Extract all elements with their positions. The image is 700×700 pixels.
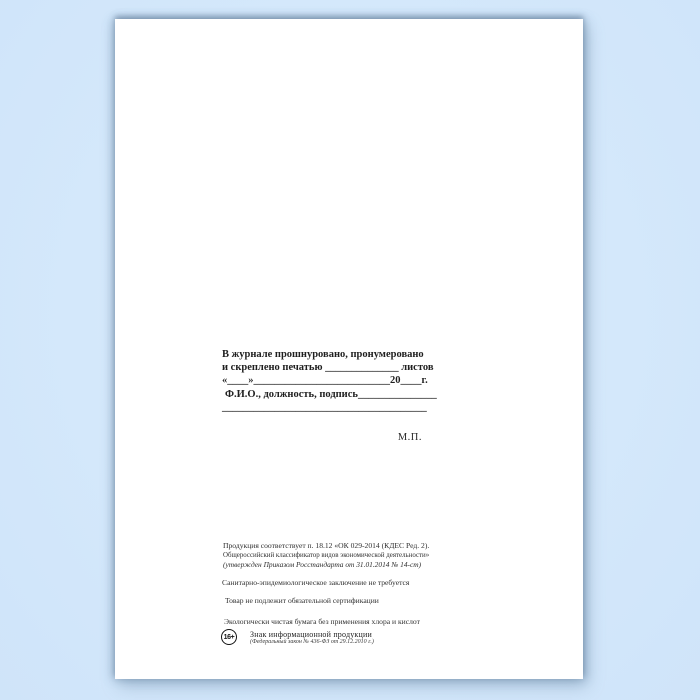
certification-note: Товар не подлежит обязательной сертификации (225, 596, 379, 605)
certification-note: Экологически чистая бумага без применения хлора и кислот (224, 617, 420, 626)
binding-statement (222, 348, 436, 444)
compliance-note (223, 541, 429, 570)
compliance-line: Продукция соответствует п. 18.12 «ОК 029-2014 (КДЕС Ред. 2). (223, 541, 430, 550)
age-rating-text (250, 629, 374, 646)
compliance-line: Общероссийский классификатор видов экономической деятельности» (223, 552, 430, 559)
seal-place-mark: М.П. (397, 432, 422, 444)
journal-back-page (115, 19, 583, 679)
age-rating-title: Знак информационной продукции (250, 630, 372, 639)
certification-note: Санитарно-эпидемиологическое заключение не требуется (222, 578, 410, 587)
signature-blank-line: _______________________________________ (222, 401, 427, 413)
binding-statement-line: В журнале прошнуровано, пронумеровано (222, 349, 424, 360)
age-rating-block (221, 629, 374, 646)
binding-statement-line: Ф.И.О., должность, подпись_______________ (225, 388, 437, 400)
binding-statement-line: и скреплено печатью ______________ листов (222, 362, 434, 374)
age-rating-law-reference: (Федеральный закон № 436-ФЗ от 29.12.2010 г.) (250, 639, 374, 645)
compliance-line: (утвержден Приказом Росстандарта от 31.01.2014 № 14-ст) (223, 560, 422, 569)
binding-statement-line: «____»__________________________20____г. (222, 375, 428, 387)
age-16-badge-icon: 16+ (221, 629, 237, 645)
